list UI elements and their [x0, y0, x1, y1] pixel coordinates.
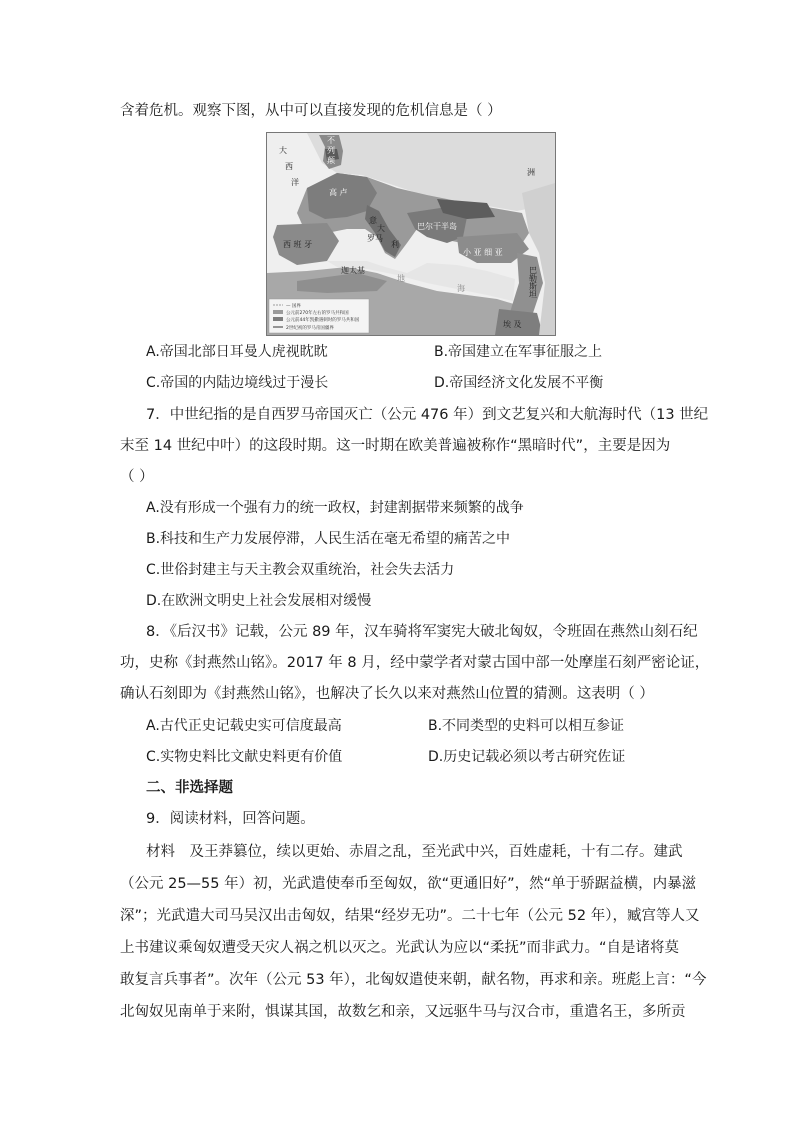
legend-item-2: 公元前270年左右的罗马共和国	[286, 311, 349, 316]
q7-option-a: A.没有形成一个强有力的统一政权，封建割据带来频繁的战争	[146, 500, 524, 516]
map-label-palestine-2: 勒	[529, 274, 537, 283]
legend-item-4: 2世纪初的罗马帝国疆界	[286, 326, 334, 331]
q9-material-line-2: （公元 25—55 年）初，光武遣使奉币至匈奴，欲“更通旧好”，然“单于骄踞益横，内暴滋	[120, 876, 697, 892]
map-label-yi: 意	[369, 216, 377, 225]
q9-stem: 9．阅读材料，回答问题。	[146, 811, 315, 827]
q6-option-a: A.帝国北部日耳曼人虎视眈眈	[146, 344, 328, 360]
section-title: 二、非选择题	[146, 780, 233, 796]
q8-stem-line-3: 确认石刻即为《封燕然山铭》，也解决了长久以来对燕然山位置的猜测。这表明（ ）	[120, 686, 654, 702]
q8-option-b: B.不同类型的史料可以相互参证	[428, 718, 625, 734]
map-label-carthage: 迦太基	[341, 266, 365, 275]
map-label-li: 利	[391, 240, 399, 249]
map-label-balkans: 巴尔干半岛	[417, 222, 457, 231]
map-label-egypt: 埃 及	[503, 320, 522, 329]
q9-material-line-3: 深”；光武遣大司马吴汉出击匈奴，结果“经岁无功”。二十七年（公元 52 年），臧宫等人又	[120, 908, 700, 924]
roman-empire-map	[266, 132, 556, 336]
q9-material-line-1: 材料 及王莽篡位，续以更始、赤眉之乱，至光武中兴，百姓虚耗，十有二存。建武	[146, 844, 683, 860]
q7-stem-line-3: （ ）	[120, 469, 154, 485]
q7-stem-line-2: 末至 14 世纪中叶）的这段时期。这一时期在欧美普遍被称作“黑暗时代”，主要是因为	[120, 438, 671, 454]
legend-item-3: 公元前44年凯撒遇刺时的罗马共和国	[286, 318, 360, 323]
q7-option-d: D.在欧洲文明史上社会发展相对缓慢	[146, 593, 372, 609]
q9-material-line-5: 敢复言兵事者”。次年（公元 53 年），北匈奴遣使来朝，献名物，再求和亲。班彪上言：“今	[120, 972, 707, 988]
map-label-spain: 西 班 牙	[283, 240, 313, 249]
map-label-palestine-4: 坦	[529, 290, 537, 299]
q7-option-c: C.世俗封建主与天主教会双重统治，社会失去活力	[146, 562, 455, 578]
q9-material-line-4: 上书建议乘匈奴遭受天灾人祸之机以灭之。光武认为应以“柔抚”而非武力。“自是诸将莫	[120, 940, 680, 956]
q8-option-a: A.古代正史记载史实可信度最高	[146, 718, 342, 734]
q6-option-d: D.帝国经济文化发展不平衡	[434, 375, 604, 391]
map-label-asia-minor: 小 亚 细 亚	[463, 248, 503, 257]
map-label-palestine-3: 斯	[529, 282, 537, 291]
map-label-britain-2: 列	[327, 146, 335, 155]
q8-option-d: D.历史记载必须以考古研究佐证	[428, 749, 626, 765]
map-label-britain-1: 不	[327, 136, 335, 145]
q8-option-c: C.实物史料比文献史料更有价值	[146, 749, 343, 765]
map-label-zhou: 洲	[527, 168, 535, 177]
map-label-xi: 西	[285, 162, 293, 171]
q8-stem-line-1: 8．《后汉书》记载，公元 89 年，汉车骑将军窦宪大破北匈奴，令班固在燕然山刻石纪	[146, 624, 698, 640]
q6-option-c: C.帝国的内陆边境线过于漫长	[146, 375, 329, 391]
map-label-yang: 洋	[291, 178, 299, 187]
map-label-britain-3: 颠	[327, 156, 335, 165]
map-label-da: 大	[279, 146, 287, 155]
map-label-rome: 罗马	[367, 234, 383, 243]
q6-option-b: B.帝国建立在军事征服之上	[434, 344, 603, 360]
q9-material-line-6: 北匈奴见南单于来附，惧谋其国，故数乞和亲，又远驱牛马与汉合市，重遣名王，多所贡	[120, 1004, 686, 1020]
map-label-da2: 大	[377, 224, 385, 233]
q7-stem-line-1: 7．中世纪指的是自西罗马帝国灭亡（公元 476 年）到文艺复兴和大航海时代（13 世纪	[146, 407, 709, 423]
q6-stem: 含着危机。观察下图，从中可以直接发现的危机信息是（ ）	[120, 103, 502, 119]
q8-stem-line-2: 功，史称《封燕然山铭》。2017 年 8 月，经中蒙学者对蒙古国中部一处摩崖石刻严密论证，	[120, 655, 710, 671]
map-label-hai: 海	[457, 284, 465, 293]
legend-item-1: — 国界	[286, 304, 301, 309]
q7-option-b: B.科技和生产力发展停滞，人民生活在毫无希望的痛苦之中	[146, 531, 511, 547]
map-label-palestine-1: 巴	[529, 266, 537, 275]
map-label-gaul: 高 卢	[329, 188, 348, 197]
map-label-di: 地	[397, 274, 405, 283]
